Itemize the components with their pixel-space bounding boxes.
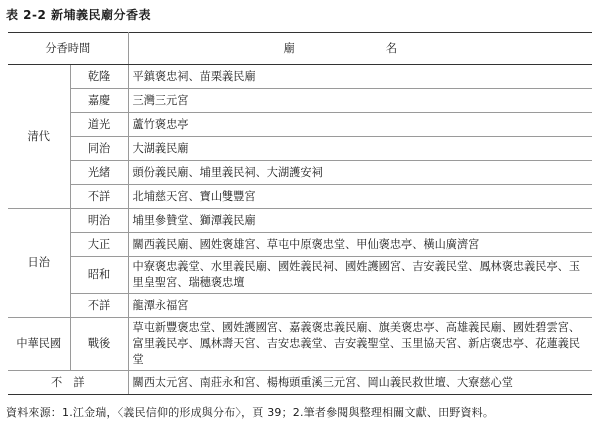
temple-list: 關西義民廟、國姓褒雄宮、草屯中原褒忠堂、甲仙褒忠亭、橫山廣濟宮 bbox=[128, 233, 592, 257]
temple-list: 平鎮褒忠祠、苗栗義民廟 bbox=[128, 65, 592, 89]
temple-list: 頭份義民廟、埔里義民祠、大湖護安祠 bbox=[128, 161, 592, 185]
temple-list: 草屯新豐褒忠堂、國姓護國宮、嘉義褒忠義民廟、旗美褒忠亭、高雄義民廟、國姓碧雲宮、富里義民亭、鳳林壽天宮、吉安忠義堂、吉安義聖堂、玉里協天宮、新店褒忠亭、花蓮義民堂 bbox=[128, 318, 592, 371]
temple-list: 三灣三元宮 bbox=[128, 89, 592, 113]
temple-list: 關西太元宮、南莊永和宮、楊梅頭重溪三元宮、岡山義民救世壇、大寮慈心堂 bbox=[128, 371, 592, 395]
table-row bbox=[8, 294, 592, 318]
table-title: 表 2-2 新埔義民廟分香表 bbox=[6, 8, 152, 22]
sub-period: 明治 bbox=[70, 209, 128, 233]
sub-period: 乾隆 bbox=[70, 65, 128, 89]
source-note: 資料來源：1.江金瑞，〈義民信仰的形成與分布〉，頁 39；2.筆者參閱與整理相關文獻、田野資料。 bbox=[6, 406, 495, 419]
temple-list: 埔里參贊堂、獅潭義民廟 bbox=[128, 209, 592, 233]
sub-period: 道光 bbox=[70, 113, 128, 137]
table-row bbox=[8, 65, 592, 89]
era-japanese-rule: 日治 bbox=[8, 209, 70, 318]
temple-list: 大湖義民廟 bbox=[128, 137, 592, 161]
temple-list: 中寮褒忠義堂、水里義民廟、國姓義民祠、國姓護國宮、吉安義民堂、鳳林褒忠義民亭、玉里皇聖宮、瑞穗褒忠壇 bbox=[128, 257, 592, 294]
era-qing: 清代 bbox=[8, 65, 70, 209]
sub-period: 同治 bbox=[70, 137, 128, 161]
header-temple-name: 廟 名 bbox=[128, 33, 592, 65]
table-row bbox=[8, 233, 592, 257]
sub-period: 昭和 bbox=[70, 257, 128, 294]
temple-list: 龍潭永福宮 bbox=[128, 294, 592, 318]
table-row bbox=[8, 209, 592, 233]
sub-period: 不詳 bbox=[70, 185, 128, 209]
table-row bbox=[8, 137, 592, 161]
sub-period: 不詳 bbox=[70, 294, 128, 318]
era-roc: 中華民國 bbox=[8, 318, 70, 371]
table-row bbox=[8, 371, 592, 395]
table-row bbox=[8, 257, 592, 294]
era-unknown: 不 詳 bbox=[8, 371, 128, 395]
sub-period: 光緒 bbox=[70, 161, 128, 185]
table-row bbox=[8, 89, 592, 113]
sub-period: 戰後 bbox=[70, 318, 128, 371]
branch-temple-table bbox=[8, 32, 592, 395]
temple-list: 蘆竹褒忠亭 bbox=[128, 113, 592, 137]
table-row bbox=[8, 161, 592, 185]
sub-period: 大正 bbox=[70, 233, 128, 257]
table-row bbox=[8, 318, 592, 371]
sub-period: 嘉慶 bbox=[70, 89, 128, 113]
table-row bbox=[8, 185, 592, 209]
temple-list: 北埔慈天宮、寶山雙豐宮 bbox=[128, 185, 592, 209]
table-row bbox=[8, 113, 592, 137]
table-header-row bbox=[8, 33, 592, 65]
header-period: 分香時間 bbox=[8, 33, 128, 65]
